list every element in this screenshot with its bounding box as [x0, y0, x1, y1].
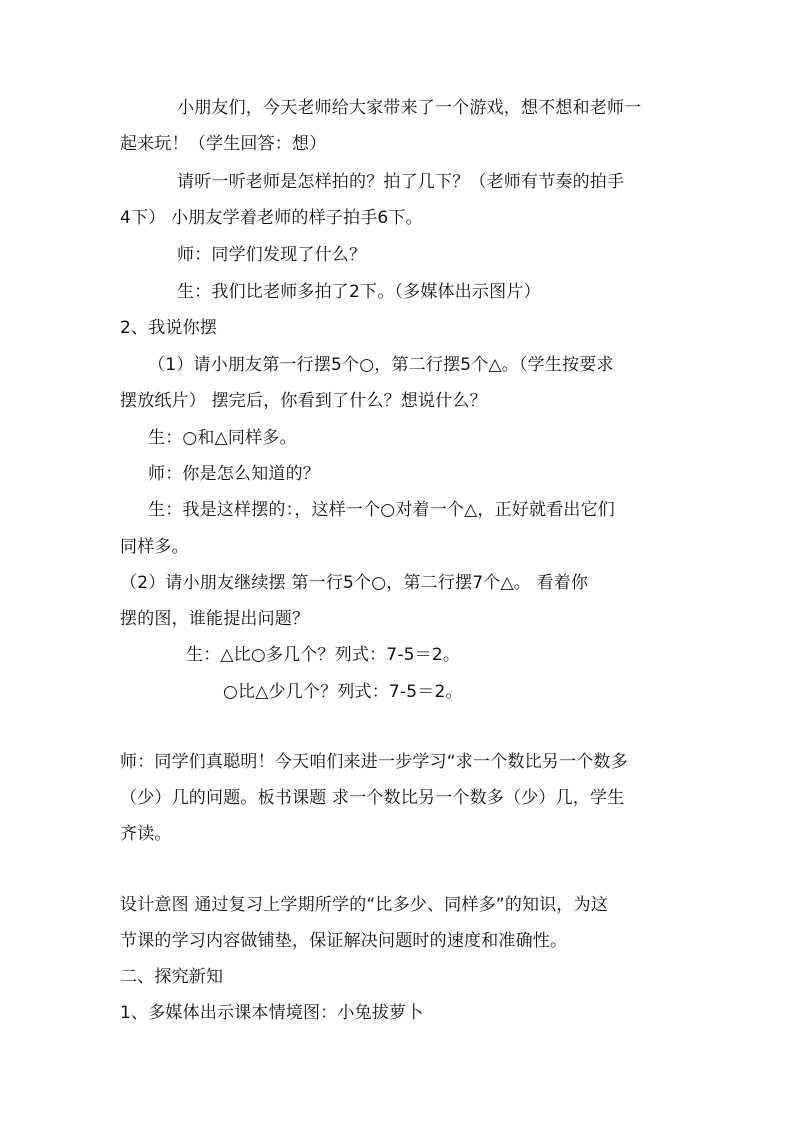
paragraph-line: （少）几的问题。板书课题 求一个数比另一个数多（少）几，学生 [120, 788, 625, 808]
paragraph-line: 摆的图，谁能提出问题？ [120, 609, 310, 629]
paragraph-line: ○比△少几个？列式：7-5＝2。 [223, 682, 463, 702]
paragraph-line: 师：你是怎么知道的？ [148, 464, 320, 484]
paragraph-line: 生：△比○多几个？列式：7-5＝2。 [186, 645, 461, 665]
paragraph-line: 齐读。 [120, 824, 172, 844]
paragraph-line: 起来玩！（学生回答：想） [120, 134, 327, 154]
paragraph-line: 节课的学习内容做铺垫，保证解决问题时的速度和准确性。 [120, 931, 568, 951]
paragraph-line: 4下） 小朋友学着老师的样子拍手6下。 [120, 208, 423, 228]
paragraph-line: 小朋友们，今天老师给大家带来了一个游戏，想不想和老师一 [177, 98, 642, 118]
paragraph-line: 师：同学们发现了什么？ [177, 245, 367, 265]
paragraph-line: 同样多。 [120, 537, 189, 557]
paragraph-line: 生：○和△同样多。 [148, 428, 297, 448]
paragraph-line: 请听一听老师是怎样拍的？拍了几下？（老师有节奏的拍手 [177, 172, 625, 192]
paragraph-line: 摆放纸片） 摆完后，你看到了什么？想说什么？ [120, 391, 487, 411]
section-heading: 2、我说你摆 [120, 318, 218, 338]
paragraph-line: （2）请小朋友继续摆 第一行5个○，第二行摆7个△。 看着你 [120, 573, 589, 593]
paragraph-line: 生：我们比老师多拍了2下。（多媒体出示图片） [177, 282, 541, 302]
paragraph-line: 师：同学们真聪明！今天咱们来进一步学习“求一个数比另一个数多 [120, 752, 628, 772]
paragraph-line: 生：我是这样摆的：，这样一个○对着一个△，正好就看出它们 [148, 500, 616, 520]
paragraph-line: 设计意图 通过复习上学期所学的“比多少、同样多”的知识，为这 [120, 895, 609, 915]
section-heading: 二、探究新知 [120, 967, 224, 987]
paragraph-line: （1）请小朋友第一行摆5个○，第二行摆5个△。（学生按要求 [148, 355, 614, 375]
section-heading: 1、多媒体出示课本情境图：小兔拔萝卜 [120, 1003, 424, 1023]
